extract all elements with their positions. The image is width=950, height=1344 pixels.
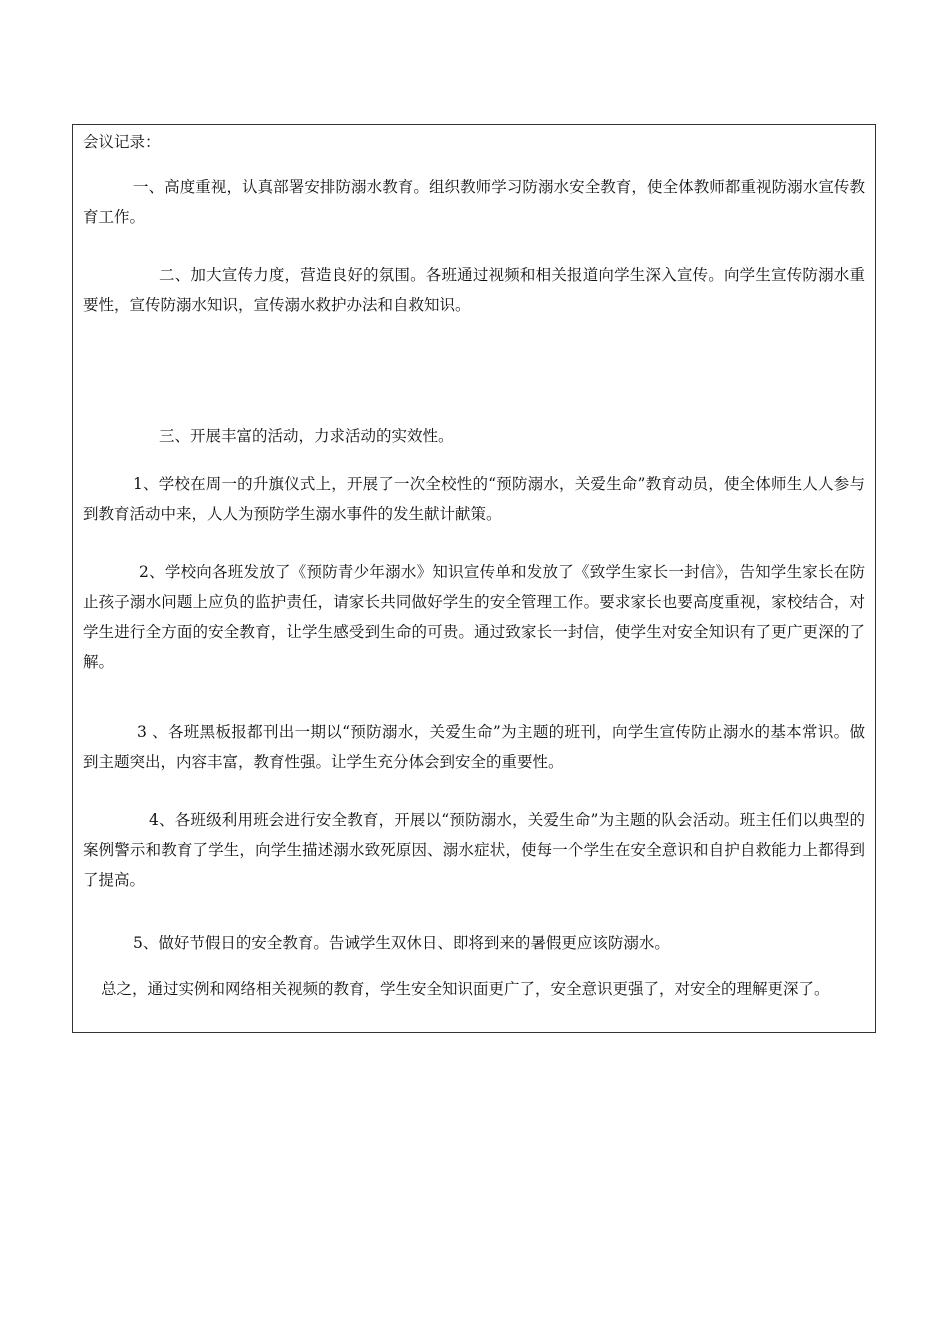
- paragraph-2: 二、加大宣传力度，营造良好的氛围。各班通过视频和相关报道向学生深入宣传。向学生宣传防溺水重要性，宣传防溺水知识，宣传溺水救护办法和自救知识。: [83, 266, 865, 314]
- record-header: 会议记录：: [83, 133, 161, 151]
- paragraph-item-4: 4、各班级利用班会进行安全教育，开展以“预防溺水，关爱生命”为主题的队会活动。班主任们以典型的案例警示和教育了学生，向学生描述溺水致死原因、溺水症状，使每一个学生在安全意识和自护自救能力上都得到了提高。: [83, 811, 865, 889]
- paragraph-1: 一、高度重视，认真部署安排防溺水教育。组织教师学习防溺水安全教育，使全体教师都重视防溺水宣传教育工作。: [83, 178, 865, 226]
- paragraph-item-2: 2、学校向各班发放了《预防青少年溺水》知识宣传单和发放了《致学生家长一封信》，告知学生家长在防止孩子溺水问题上应负的监护责任，请家长共同做好学生的安全管理工作。要求家长也要高度重视，家校结合，对学生进行全方面的安全教育，让学生感受到生命的可贵。通过致家长一封信，使学生对安全知识有了更广更深的了解。: [83, 563, 865, 671]
- paragraph-item-3: 3 、各班黑板报都刊出一期以“预防溺水，关爱生命”为主题的班刊，向学生宣传防止溺水的基本常识。做到主题突出，内容丰富，教育性强。让学生充分体会到安全的重要性。: [83, 723, 865, 771]
- summary-paragraph: 总之，通过实例和网络相关视频的教育，学生安全知识面更广了，安全意识更强了，对安全的理解更深了。: [101, 980, 830, 998]
- paragraph-item-1: 1、学校在周一的升旗仪式上，开展了一次全校性的“预防溺水，关爱生命”教育动员，使全体师生人人参与到教育活动中来，人人为预防学生溺水事件的发生献计献策。: [83, 475, 865, 523]
- paragraph-3: 三、开展丰富的活动，力求活动的实效性。: [159, 427, 454, 445]
- meeting-record-box: [72, 124, 876, 1033]
- paragraph-item-5: 5、做好节假日的安全教育。告诫学生双休日、即将到来的暑假更应该防溺水。: [133, 934, 670, 952]
